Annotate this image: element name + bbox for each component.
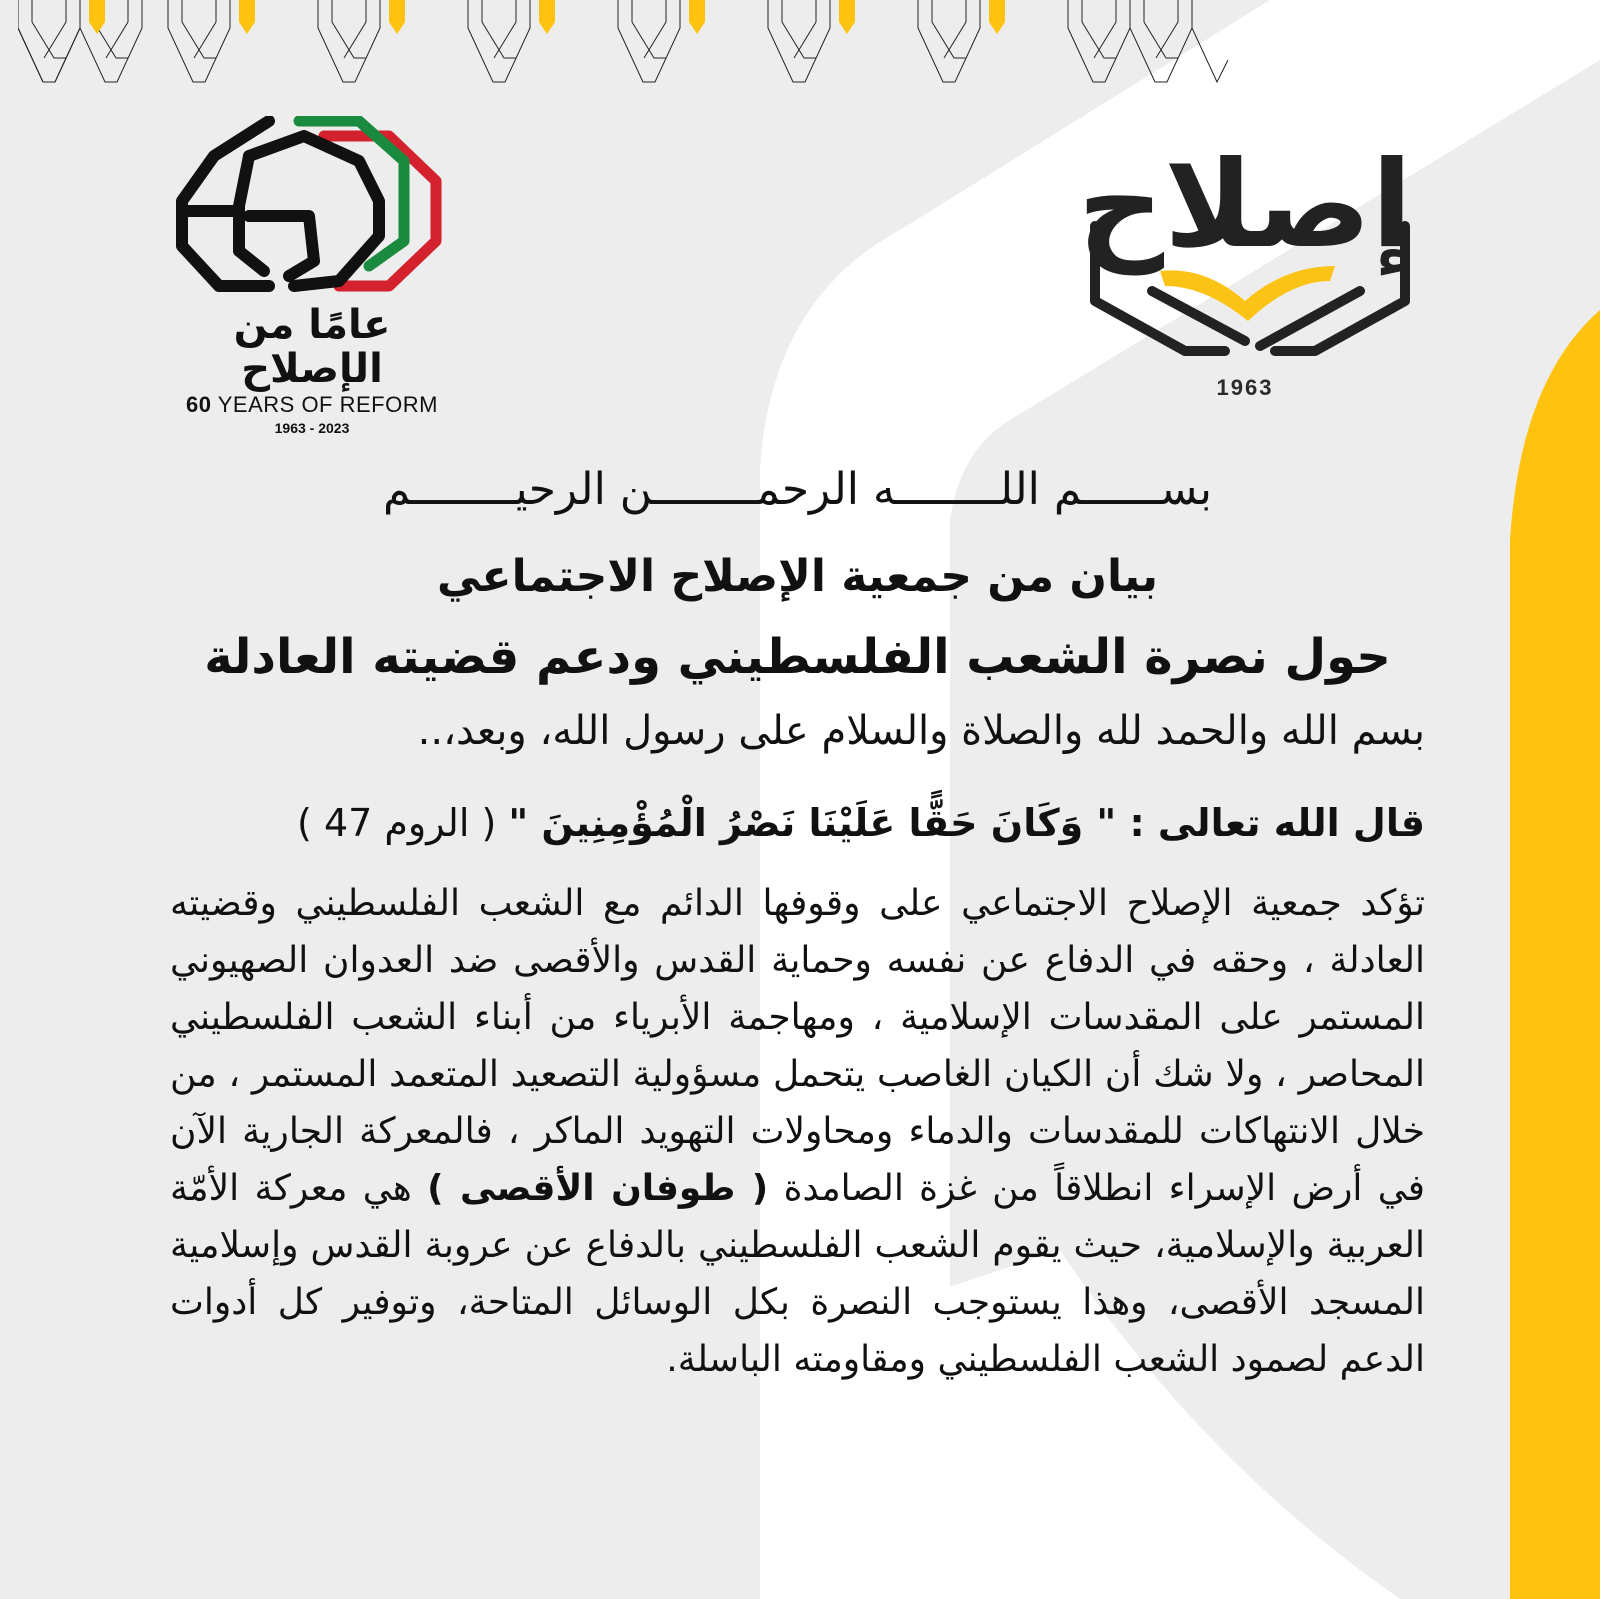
logo-60-english-text: YEARS OF REFORM [217,392,438,417]
subject-heading: حول نصرة الشعب الفلسطيني ودعم قضيته العادلة [204,629,1391,685]
statement-heading: بيان من جمعية الإصلاح الاجتماعي [437,551,1158,602]
body-highlight-al-aqsa-flood: ( طوفان الأقصى ) [427,1168,769,1209]
logo-60-arabic-title: عامًا من الإصلاح [233,302,391,392]
logo-islah [1070,116,1430,401]
quran-verse [170,793,1425,853]
logo-60-number: 60 [186,392,212,417]
body-part-2: هي معركة الأمّة العربية والإسلامية، حيث يقوم الشعب الفلسطيني بالدفاع عن عروبة القدس وإسلامية المسجد الأقصى، وهذا يستوجب النصرة بكل الوسائل المتاحة، وتوفير كل أدوات الدعم لصمود الشعب الفلسطيني ومقاومته الباسلة. [170,1168,1425,1380]
logo-60-english-title [172,393,452,417]
islah-wordmark: إصلاح [1077,136,1413,275]
verse-text: قال الله تعالى : " وَكَانَ حَقًّا عَلَيْنَا نَصْرُ الْمُؤْمِنِينَ " [508,801,1425,845]
yellow-arch-shape [1510,310,1600,1599]
body-part-1: تؤكد جمعية الإصلاح الاجتماعي على وقوفها الدائم مع الشعب الفلسطيني وقضيته العادلة ، وحقه في الدفاع عن نفسه وحماية القدس والأقصى ضد العدوان الصهيوني المستمر على المقدسات الإسلامية ، ومهاجمة الأبرياء من أبناء الشعب الفلسطيني المحاصر ، ولا شك أن الكيان الغاصب يتحمل مسؤولية التصعيد المتعمد المستمر ، من خلال الانتهاكات للمقدسات والدماء ومحاولات التهويد الماكر ، فالمعركة الجارية الآن في أرض الإسراء انطلاقاً من غزة الصامدة [170,883,1425,1209]
basmala: بســــــم اللــــــــه الرحمــــــــن الرحيــــــــم [383,464,1212,515]
logo-60-years-of-reform [172,116,452,437]
statement-document [170,455,1425,1388]
islah-book-emblem-icon [1070,116,1430,371]
logo-60-year-range: 1963 - 2023 [274,420,350,436]
islah-founding-year: 1963 [1216,375,1274,400]
hexagon-60-emblem-icon [174,116,444,301]
hexagon-pattern-strip [18,0,1228,85]
body-paragraph [170,875,1425,1388]
opening-line: بسم الله والحمد لله والصلاة والسلام على رسول الله، وبعد،.. [417,708,1425,754]
verse-reference: ( الروم 47 ) [297,801,509,845]
yellow-pennant-icons [89,0,1005,34]
